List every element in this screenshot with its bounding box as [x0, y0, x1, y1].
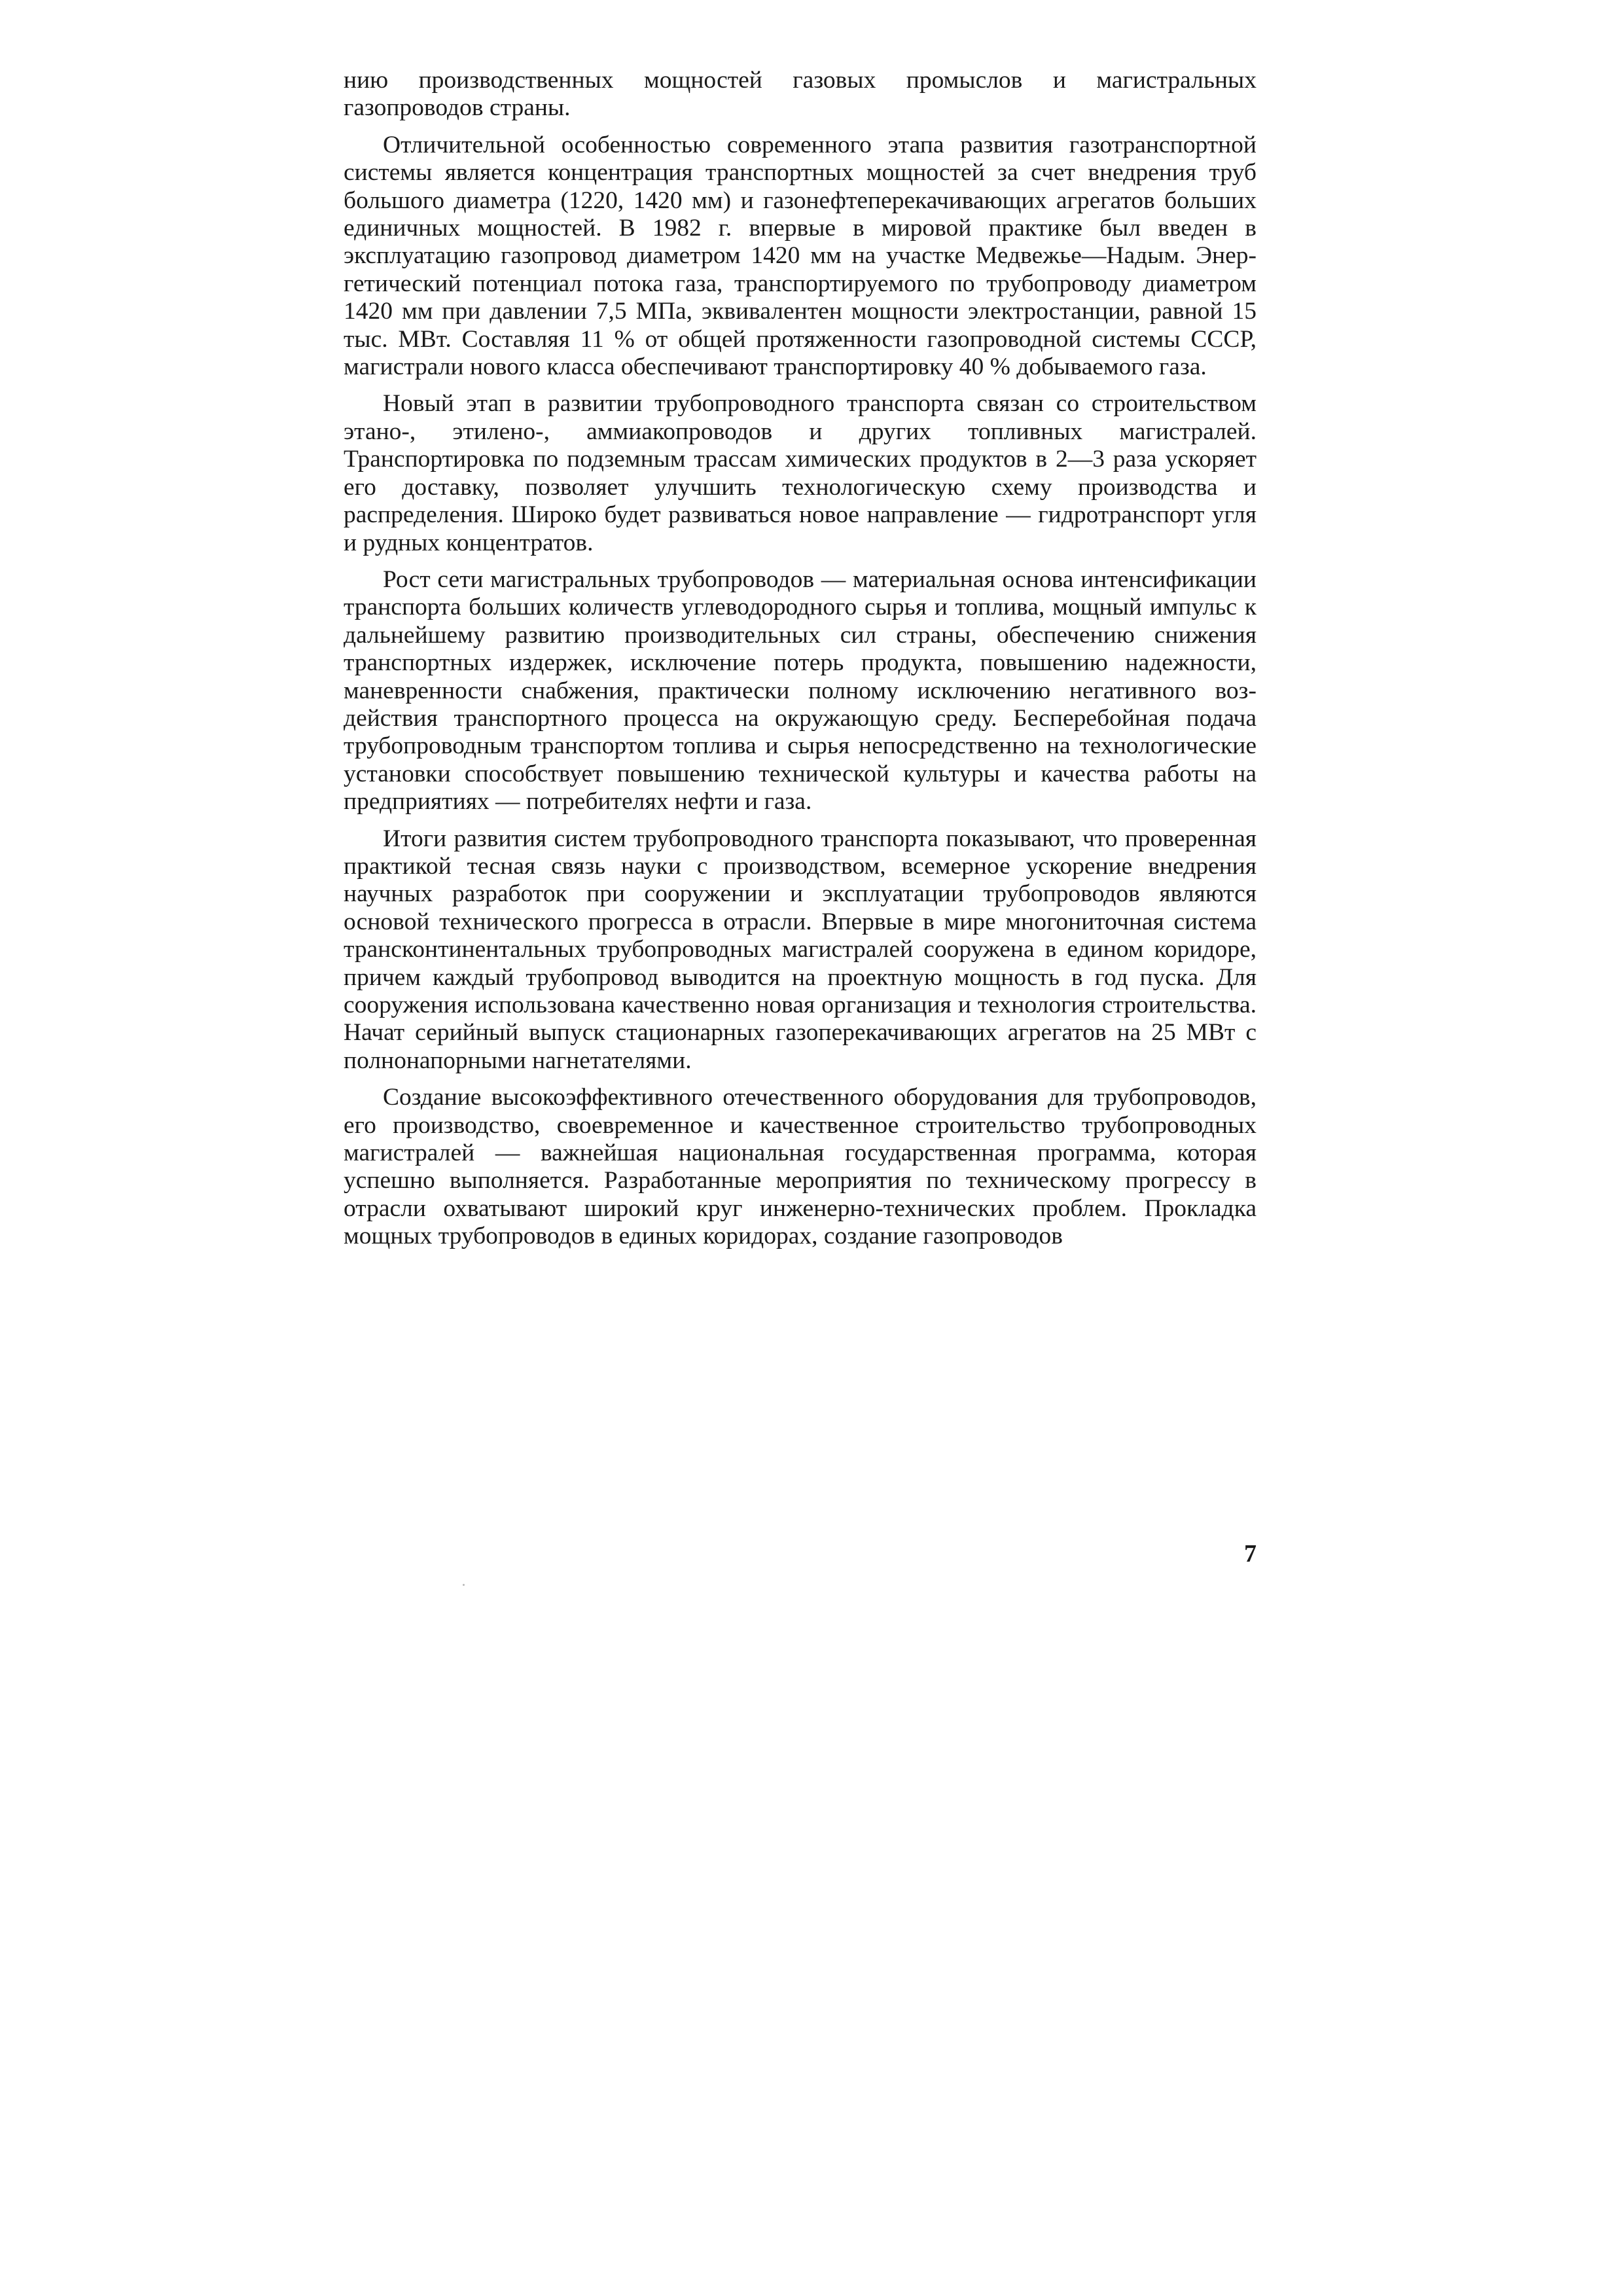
- paragraph-6: Создание высокоэффективного отечественного оборудования для трубопроводов, его производство, своевременное и качественное строительство трубопроводных магистралей — важнейшая национальная государственная программа, которая успешно выполняется. Разработанные мероприятия по техническому прогрессу в отрасли охватывают широкий круг инженерно-технических проблем. Прокладка мощных трубопроводов в единых коридорах, создание газопроводов: [344, 1084, 1257, 1250]
- paragraph-1: нию производственных мощностей газовых промыслов и магистральных газопроводов страны.: [344, 67, 1257, 122]
- paragraph-5: Итоги развития систем трубопроводного транспорта показывают, что проверенная практикой тесная связь науки с производством, всемерное ускорение внедрения научных разработок при сооружении и эксплуатации трубопроводов являются основой технического прогресса в отрасли. Впервые в мире многониточная система трансконтинентальных трубопроводных магистралей сооружена в едином коридоре, причем каждый трубопровод выводится на проектную мощность в год пуска. Для сооружения использована качественно новая организация и технология строительства. Начат серийный выпуск стационарных газоперекачивающих агрегатов на 25 МВт с полнонапорными нагнетателями.: [344, 825, 1257, 1074]
- paragraph-3: Новый этап в развитии трубопроводного транспорта связан со строительством этано-, этилено-, аммиакопроводов и других топливных магистралей. Транспортировка по подземным трассам химических продуктов в 2—3 раза ускоряет его доставку, позволяет улучшить технологическую схему производства и распределения. Широко будет развиваться новое направление — гидротранспорт угля и рудных концентратов.: [344, 390, 1257, 556]
- paragraph-2: Отличительной особенностью современного этапа развития газотранспортной системы является концентрация транспортных мощностей за счет внедрения труб большого диаметра (1220, 1420 мм) и газонефтеперекачивающих агрегатов больших единичных мощностей. В 1982 г. впервые в мировой практике был введен в эксплуатацию газопровод диаметром 1420 мм на участке Медвежье—Надым. Энергетический потенциал потока газа, транспортируемого по трубопроводу диаметром 1420 мм при давлении 7,5 МПа, эквивалентен мощности электростанции, равной 15 тыс. МВт. Составляя 11 % от общей протяженности газопроводной системы СССР, магистрали нового класса обеспечивают транспортировку 40 % добываемого газа.: [344, 131, 1257, 381]
- page-body: [344, 67, 1257, 1260]
- scan-speck: [463, 1584, 465, 1586]
- paragraph-4: Рост сети магистральных трубопроводов — материальная основа интенсификации транспорта больших количеств углеводородного сырья и топлива, мощный импульс к дальнейшему развитию производительных сил страны, обеспечению снижения транспортных издержек, исключение потерь продукта, повышению надежности, маневренности снабжения, практически полному исключению негативного воздействия транспортного процесса на окружающую среду. Бесперебойная подача трубопроводным транспортом топлива и сырья непосредственно на технологические установки способствует повышению технической культуры и качества работы на предприятиях — потребителях нефти и газа.: [344, 565, 1257, 816]
- page-number: 7: [1244, 1540, 1257, 1568]
